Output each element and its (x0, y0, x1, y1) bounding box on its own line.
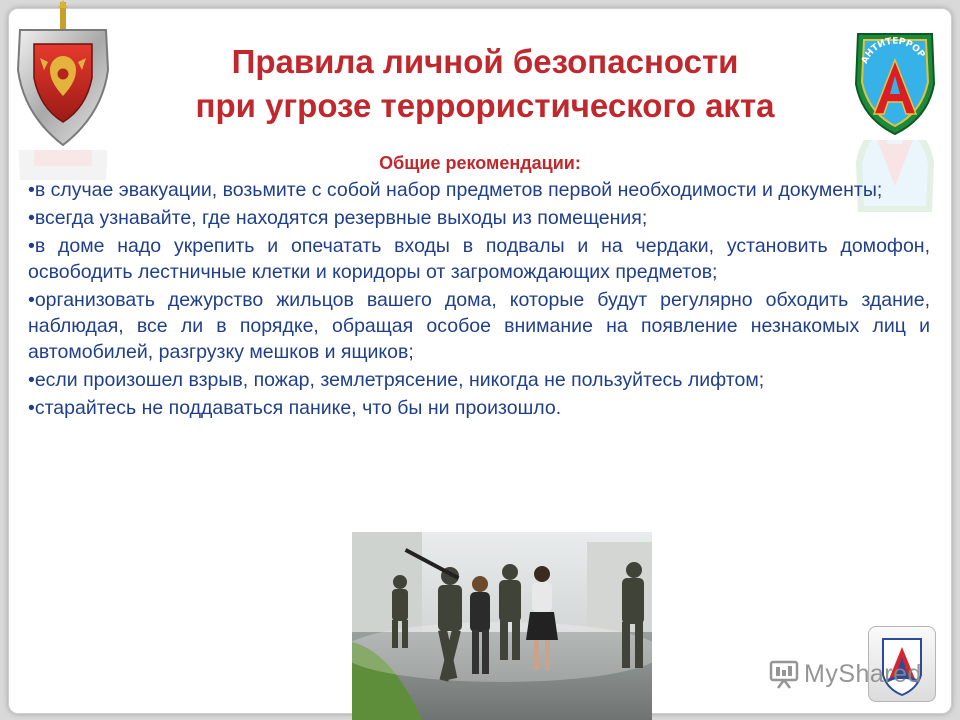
fsb-shield-emblem-icon (12, 0, 120, 150)
soldiers-photo (352, 532, 652, 720)
recommendation-item: •организовать дежурство жильцов вашего дома, которые будут регулярно обходить здание, наблюдая, все ли в порядке, обращая особое внимание на появление незнакомых лиц и автомобилей, разгрузку мешков и ящиков; (28, 289, 930, 363)
slide-subtitle: Общие рекомендации: (379, 153, 581, 173)
recommendation-item: •в случае эвакуации, возьмите с собой набор предметов первой необходимости и документы; (28, 179, 883, 201)
presentation-icon (768, 658, 800, 690)
antiterror-text: АНТИТЕРРОР (860, 36, 927, 66)
recommendation-item: •в доме надо укрепить и опечатать входы в подвалы и на чердаки, установить домофон, освободить лестничные клетки и коридоры от загромождающих предметов; (28, 235, 930, 283)
recommendations-list (28, 177, 930, 423)
recommendation-item: •старайтесь не поддаваться панике, что бы ни произошло. (28, 397, 562, 419)
title-line-2: при угрозе террористического акта (195, 87, 775, 124)
recommendation-item: •если произошел взрыв, пожар, землетрясение, никогда не пользуйтесь лифтом; (28, 369, 765, 391)
watermark-text: MyShared (804, 659, 922, 688)
recommendation-item: •всегда узнавайте, где находятся резервные выходы из помещения; (28, 207, 648, 229)
antiterror-alpha-emblem-icon (852, 26, 938, 136)
title-line-1: Правила личной безопасности (231, 43, 739, 80)
myshared-watermark (768, 656, 922, 692)
slide-title (140, 40, 830, 128)
